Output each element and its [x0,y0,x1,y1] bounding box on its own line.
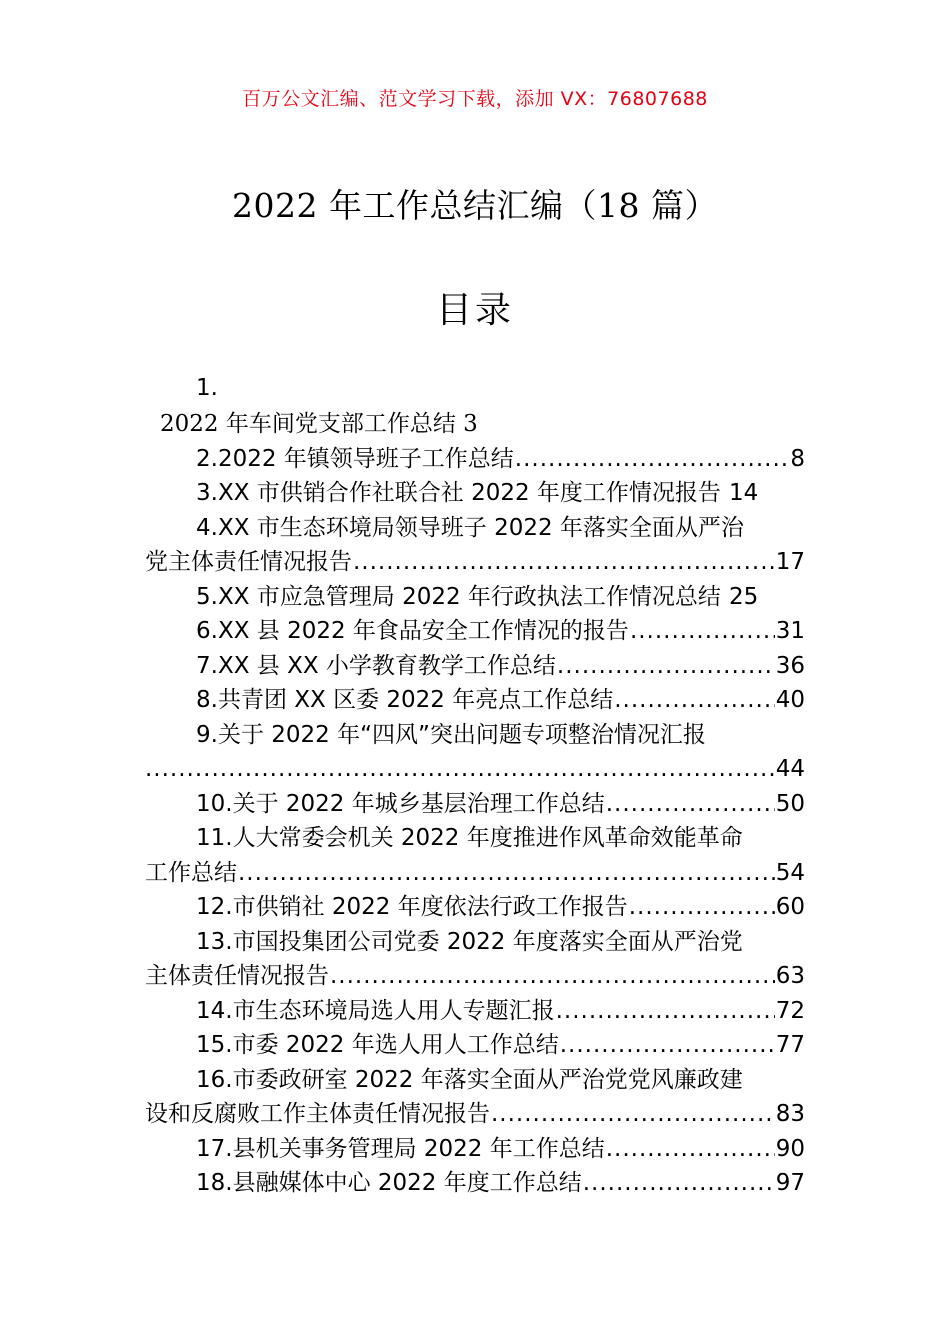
toc-entry-2[interactable] [145,442,805,477]
leader-dots [557,649,775,684]
leader-dots [606,787,775,822]
toc-entry-14-page: 72 [775,997,805,1024]
leader-dots [238,856,775,891]
toc-entry-2-page: 8 [790,445,805,472]
toc-entry-7-page: 36 [775,652,805,679]
toc-entry-11-page: 54 [775,859,805,886]
table-of-contents [145,371,805,1201]
toc-entry-16-page: 83 [775,1101,805,1127]
toc-entry-5-title: 5.XX 市应急管理局 2022 年行政执法工作情况总结 [196,583,721,610]
toc-entry-14-title: 14.市生态环境局选人用人专题汇报 [196,997,555,1024]
toc-entry-13-page: 63 [775,963,805,989]
leader-dots [330,959,775,994]
document-title: 2022 年工作总结汇编（18 篇） [232,186,718,225]
toc-entry-10[interactable] [145,787,805,822]
toc-entry-18-page: 97 [775,1170,805,1196]
leader-dots [583,1166,775,1201]
toc-entry-4-title-part-2: 党主体责任情况报告 [145,549,352,575]
leader-dots [560,1028,775,1063]
toc-entry-17-title: 17.县机关事务管理局 2022 年工作总结 [196,1135,605,1162]
toc-entry-18[interactable] [145,1166,805,1201]
leader-dots [556,994,775,1029]
toc-entry-9-line-1[interactable] [145,718,805,753]
leader-dots [145,752,775,787]
toc-entry-8-title: 8.共青团 XX 区委 2022 年亮点工作总结 [196,687,614,713]
leader-dots [491,1097,775,1132]
toc-entry-17-page: 90 [775,1135,805,1162]
toc-entry-16-title-part-1: 16.市委政研室 2022 年落实全面从严治党党风廉政建 [196,1066,743,1093]
toc-entry-15-title: 15.市委 2022 年选人用人工作总结 [196,1032,559,1058]
toc-entry-1[interactable] [145,407,805,442]
toc-entry-4-title-part-1: 4.XX 市生态环境局领导班子 2022 年落实全面从严治 [196,514,744,541]
toc-entry-11-line-1[interactable] [145,821,805,856]
leader-dots [353,545,775,580]
toc-entry-14[interactable] [145,994,805,1029]
toc-entry-7-title: 7.XX 县 XX 小学教育教学工作总结 [196,652,556,679]
toc-entry-9-page: 44 [775,756,805,782]
toc-entry-13-line-1[interactable] [145,925,805,960]
toc-entry-11-line-2[interactable] [145,856,805,891]
toc-entry-4-line-2[interactable] [145,545,805,580]
toc-entry-15[interactable] [145,1028,805,1063]
toc-entry-12-title: 12.市供销社 2022 年度依法行政工作报告 [196,894,628,920]
toc-entry-7[interactable] [145,649,805,684]
toc-entry-18-title: 18.县融媒体中心 2022 年度工作总结 [196,1170,582,1196]
toc-entry-12-page: 60 [775,894,805,920]
toc-entry-3-title: 3.XX 市供销合作社联合社 2022 年度工作情况报告 [196,480,721,506]
leader-dots [614,683,774,718]
toc-entry-9-title: 9.关于 2022 年“四风”突出问题专项整治情况汇报 [196,721,706,748]
toc-entry-1-page: 3 [463,411,478,437]
toc-entry-3[interactable] [145,476,805,511]
toc-entry-16-line-2[interactable] [145,1097,805,1132]
toc-entry-4-page: 17 [775,549,805,575]
leader-dots [629,890,775,925]
toc-entry-5[interactable] [145,580,805,615]
toc-entry-5-page: 25 [728,583,759,610]
leader-dots [515,442,790,477]
toc-entry-1-title: 2022 年车间党支部工作总结 [160,411,456,437]
toc-entry-9-line-2[interactable] [145,752,805,787]
toc-entry-16-line-1[interactable] [145,1063,805,1098]
leader-dots [606,1132,775,1167]
toc-entry-11-title-part-1: 11.人大常委会机关 2022 年度推进作风革命效能革命 [196,825,743,851]
toc-entry-6[interactable] [145,614,805,649]
toc-heading: 目录 [435,290,514,331]
toc-entry-13-line-2[interactable] [145,959,805,994]
toc-entry-4-line-1[interactable] [145,511,805,546]
toc-entry-6-page: 31 [775,618,805,644]
toc-entry-15-page: 77 [775,1032,805,1058]
toc-entry-8-page: 40 [775,687,805,713]
toc-entry-16-title-part-2: 设和反腐败工作主体责任情况报告 [145,1101,490,1127]
header-note: 百万公文汇编、范文学习下载，添加 VX：76807688 [242,88,708,110]
toc-entry-11-title-part-2: 工作总结 [145,859,237,886]
toc-entry-13-title-part-1: 13.市国投集团公司党委 2022 年度落实全面从严治党 [196,928,743,955]
toc-entry-10-title: 10.关于 2022 年城乡基层治理工作总结 [196,790,605,817]
toc-entry-6-title: 6.XX 县 2022 年食品安全工作情况的报告 [196,618,629,644]
toc-entry-2-title: 2.2022 年镇领导班子工作总结 [196,445,514,472]
toc-entry-10-page: 50 [775,790,805,817]
toc-entry-3-page: 14 [728,480,759,506]
leader-dots [630,614,775,649]
toc-entry-17[interactable] [145,1132,805,1167]
toc-entry-1-number[interactable]: 1. [196,375,218,401]
toc-entry-8[interactable] [145,683,805,718]
toc-entry-13-title-part-2: 主体责任情况报告 [145,963,329,989]
toc-entry-12[interactable] [145,890,805,925]
